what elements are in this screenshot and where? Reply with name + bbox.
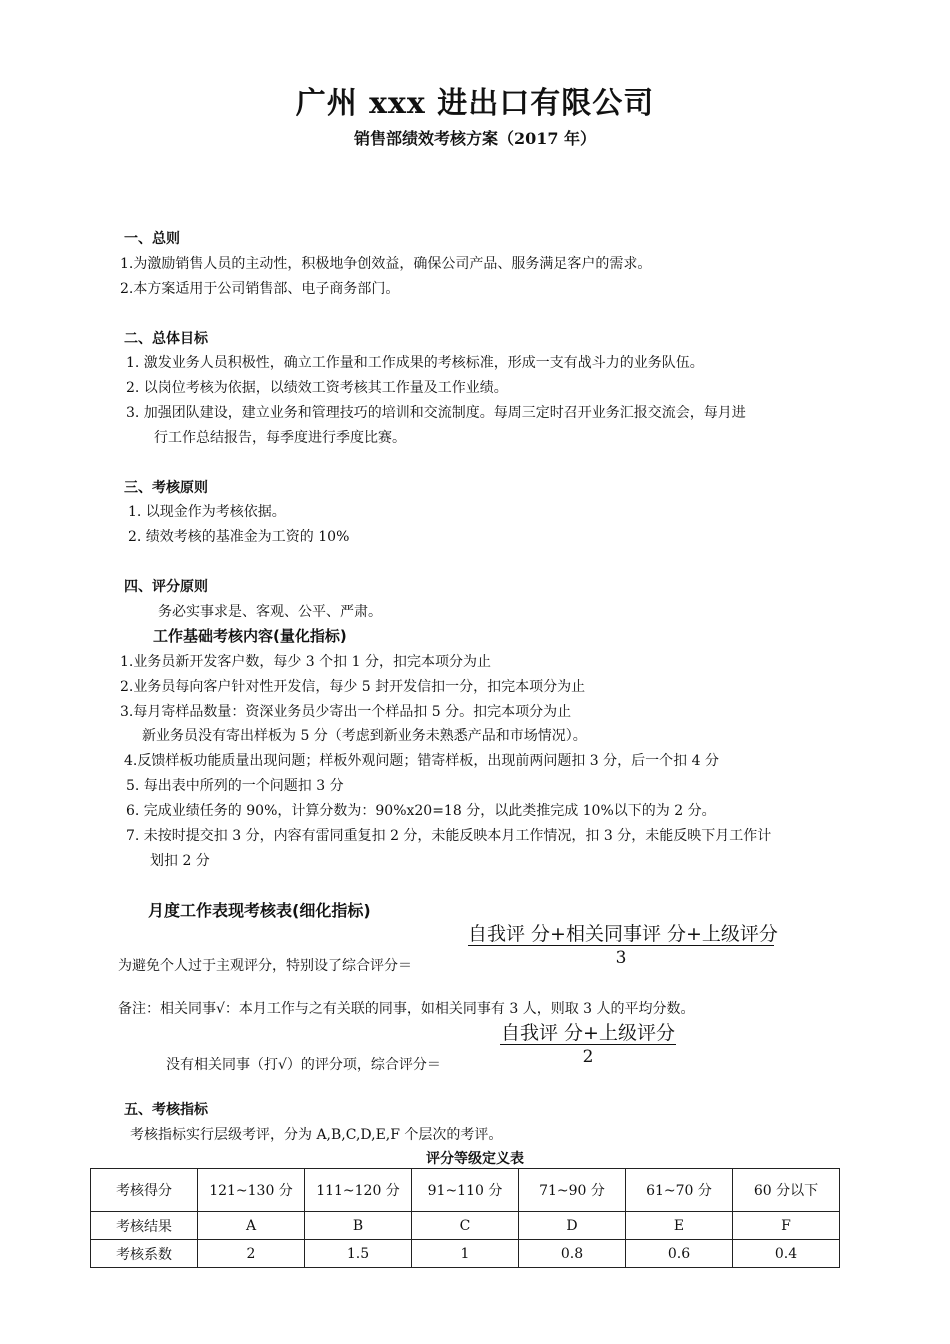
scoring-item: 划扣 2 分 xyxy=(150,853,210,869)
section-heading-indicators: 五、考核指标 xyxy=(124,1102,208,1118)
formula1-denominator: 3 xyxy=(615,948,627,968)
table-cell: 1 xyxy=(412,1240,519,1268)
document-subtitle: 销售部绩效考核方案（2017 年） xyxy=(353,129,597,148)
section-line: 考核指标实行层级考评，分为 A,B,C,D,E,F 个层次的考评。 xyxy=(130,1127,503,1143)
table-row xyxy=(91,1212,840,1240)
section-line: 1.为激励销售人员的主动性，积极地争创效益，确保公司产品、服务满足客户的需求。 xyxy=(120,256,652,272)
monthly-heading: 月度工作表现考核表(细化指标) xyxy=(148,901,371,920)
section-heading-principles: 三、考核原则 xyxy=(124,480,208,496)
table-cell: 0.4 xyxy=(733,1240,840,1268)
scoring-item: 2.业务员每向客户针对性开发信，每少 5 封开发信扣一分，扣完本项分为止 xyxy=(120,679,586,695)
table-caption: 评分等级定义表 xyxy=(426,1151,524,1167)
scoring-item: 6. 完成业绩任务的 90%，计算分数为：90%x20=18 分，以此类推完成 10%以下的为 2 分。 xyxy=(126,803,716,819)
table-cell: C xyxy=(412,1212,519,1240)
table-cell: 0.6 xyxy=(626,1240,733,1268)
section-line: 2. 绩效考核的基准金为工资的 10% xyxy=(128,529,350,545)
section-line: 1. 激发业务人员积极性，确立工作量和工作成果的考核标准，形成一支有战斗力的业务队伍。 xyxy=(126,355,704,371)
section-line: 2.本方案适用于公司销售部、电子商务部门。 xyxy=(120,281,400,297)
formula1-label: 为避免个人过于主观评分，特别设了综合评分＝ xyxy=(118,958,412,974)
grade-definition-table xyxy=(90,1168,840,1268)
section-line: 行工作总结报告，每季度进行季度比赛。 xyxy=(154,430,406,446)
formula1-numerator: 自我评 分+相关同事评 分+上级评分 xyxy=(468,923,778,945)
section-line: 3. 加强团队建设，建立业务和管理技巧的培训和交流制度。每周三定时召开业务汇报交流会，每月进 xyxy=(126,405,746,421)
table-cell: 61~70 分 xyxy=(626,1169,733,1212)
table-cell: 0.8 xyxy=(519,1240,626,1268)
table-cell: E xyxy=(626,1212,733,1240)
formula2-fraction-bar xyxy=(500,1044,676,1045)
table-cell: D xyxy=(519,1212,626,1240)
table-cell: 考核得分 xyxy=(91,1169,198,1212)
section-heading-objectives: 二、总体目标 xyxy=(124,331,208,347)
section-subheading: 工作基础考核内容(量化指标) xyxy=(153,627,347,645)
table-row xyxy=(91,1240,840,1268)
formula-note: 备注：相关同事√：本月工作与之有关联的同事，如相关同事有 3 人，则取 3 人的平均分数。 xyxy=(118,1001,695,1017)
formula2-label: 没有相关同事（打√）的评分项，综合评分＝ xyxy=(166,1057,441,1073)
formula2-denominator: 2 xyxy=(582,1047,594,1067)
table-cell: 121~130 分 xyxy=(198,1169,305,1212)
table-cell: 60 分以下 xyxy=(733,1169,840,1212)
document-title: 广州 xxx 进出口有限公司 xyxy=(295,86,655,121)
table-cell: A xyxy=(198,1212,305,1240)
scoring-item: 1.业务员新开发客户数，每少 3 个扣 1 分，扣完本项分为止 xyxy=(120,654,491,670)
table-cell: 2 xyxy=(198,1240,305,1268)
table-cell: 考核系数 xyxy=(91,1240,198,1268)
scoring-item: 5. 每出表中所列的一个问题扣 3 分 xyxy=(126,778,344,794)
section-heading-scoring: 四、评分原则 xyxy=(124,579,208,595)
table-cell: 考核结果 xyxy=(91,1212,198,1240)
table-cell: 111~120 分 xyxy=(305,1169,412,1212)
scoring-item: 3.每月寄样品数量：资深业务员少寄出一个样品扣 5 分。扣完本项分为止 xyxy=(120,704,572,720)
scoring-item: 4.反馈样板功能质量出现问题；样板外观问题；错寄样板，出现前两问题扣 3 分，后一个扣 4 分 xyxy=(124,753,719,769)
table-cell: 91~110 分 xyxy=(412,1169,519,1212)
table-cell: F xyxy=(733,1212,840,1240)
table-cell: 1.5 xyxy=(305,1240,412,1268)
table-cell: B xyxy=(305,1212,412,1240)
scoring-item: 新业务员没有寄出样板为 5 分（考虑到新业务未熟悉产品和市场情况）。 xyxy=(142,728,587,744)
table-row xyxy=(91,1169,840,1212)
table-cell: 71~90 分 xyxy=(519,1169,626,1212)
section-line: 务必实事求是、客观、公平、严肃。 xyxy=(158,604,382,620)
section-heading-general: 一、总则 xyxy=(124,231,180,247)
section-line: 2. 以岗位考核为依据，以绩效工资考核其工作量及工作业绩。 xyxy=(126,380,508,396)
section-line: 1. 以现金作为考核依据。 xyxy=(128,504,286,520)
formula2-numerator: 自我评 分+上级评分 xyxy=(501,1022,675,1044)
formula1-fraction-bar xyxy=(468,945,774,946)
scoring-item: 7. 未按时提交扣 3 分，内容有雷同重复扣 2 分，未能反映本月工作情况，扣 3 分，未能反映下月工作计 xyxy=(126,828,772,844)
